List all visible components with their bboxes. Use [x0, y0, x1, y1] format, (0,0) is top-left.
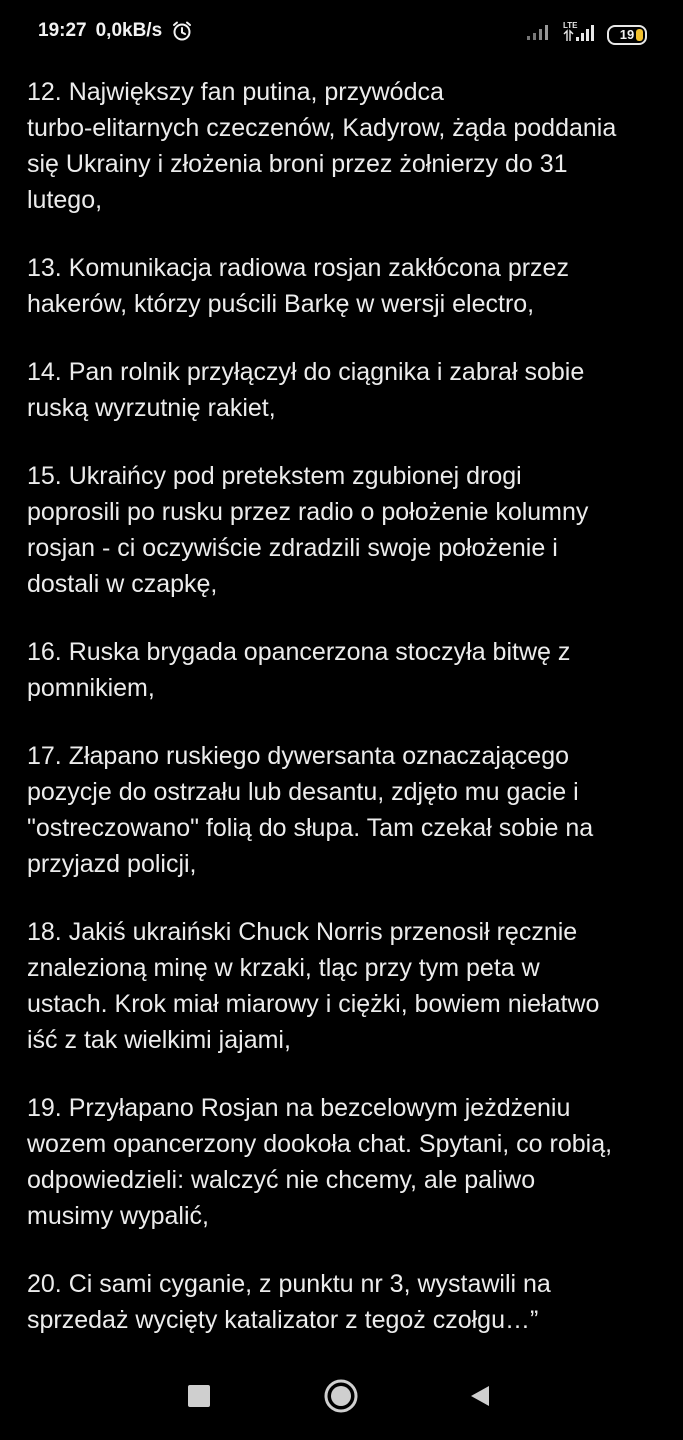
back-button[interactable]: [458, 1374, 502, 1418]
back-triangle-icon: [467, 1383, 493, 1409]
battery-level: 19: [619, 27, 635, 42]
lte-signal-icon: [563, 20, 597, 49]
list-item: 15. Ukraińcy pod pretekstem zgubionej drogi poprosili po rusku przez radio o położenie kolumny rosjan - ci oczywiście zdradzili swoje położenie i dostali w czapkę,: [27, 462, 589, 598]
list-item: 14. Pan rolnik przyłączył do ciągnika i zabrał sobie ruską wyrzutnię rakiet,: [27, 358, 585, 422]
status-bar: [0, 0, 683, 66]
list-item: 12. Największy fan putina, przywódca turbo-elitarnych czeczenów, Kadyrow, żąda poddania się Ukrainy i złożenia broni przez żołnierzy do 31 lutego,: [27, 78, 617, 214]
list-item: 18. Jakiś ukraiński Chuck Norris przenosił ręcznie znalezioną minę w krzaki, tląc przy tym peta w ustach. Krok miał miarowy i ciężki, bowiem niełatwo iść z tak wielkimi jajami,: [27, 918, 600, 1054]
network-speed: 0,0kB/s: [95, 20, 163, 41]
list-item: 19. Przyłapano Rosjan na bezcelowym jeżdżeniu wozem opancerzony dookoła chat. Spytani, co robią, odpowiedzieli: walczyć nie chcemy, ale paliwo musimy wypalić,: [27, 1094, 613, 1230]
status-right: [527, 20, 647, 49]
message-content: [27, 74, 667, 1370]
status-left: [38, 20, 193, 42]
navigation-bar: [0, 1362, 683, 1428]
home-button[interactable]: [319, 1374, 363, 1418]
list-item: 16. Ruska brygada opancerzona stoczyła bitwę z pomnikiem,: [27, 638, 571, 702]
battery-fill: [636, 29, 643, 41]
home-circle-icon: [323, 1378, 359, 1414]
list-item: 13. Komunikacja radiowa rosjan zakłócona przez hakerów, którzy puścili Barkę w wersji electro,: [27, 254, 569, 318]
recents-square-icon: [186, 1383, 212, 1409]
list-item: 20. Ci sami cyganie, z punktu nr 3, wystawili na sprzedaż wycięty katalizator z tegoż czołgu…”: [27, 1270, 551, 1334]
list-item: 17. Złapano ruskiego dywersanta oznaczającego pozycje do ostrzału lub desantu, zdjęto mu gacie i "ostreczowano" folią do słupa. Tam czekał sobie na przyjazd policji,: [27, 742, 594, 878]
battery-icon: [607, 25, 647, 45]
signal-icon: [527, 22, 553, 47]
recents-button[interactable]: [177, 1374, 221, 1418]
status-time: 19:27: [38, 20, 87, 41]
alarm-icon: [171, 20, 193, 42]
lte-label: LTE: [563, 21, 578, 30]
